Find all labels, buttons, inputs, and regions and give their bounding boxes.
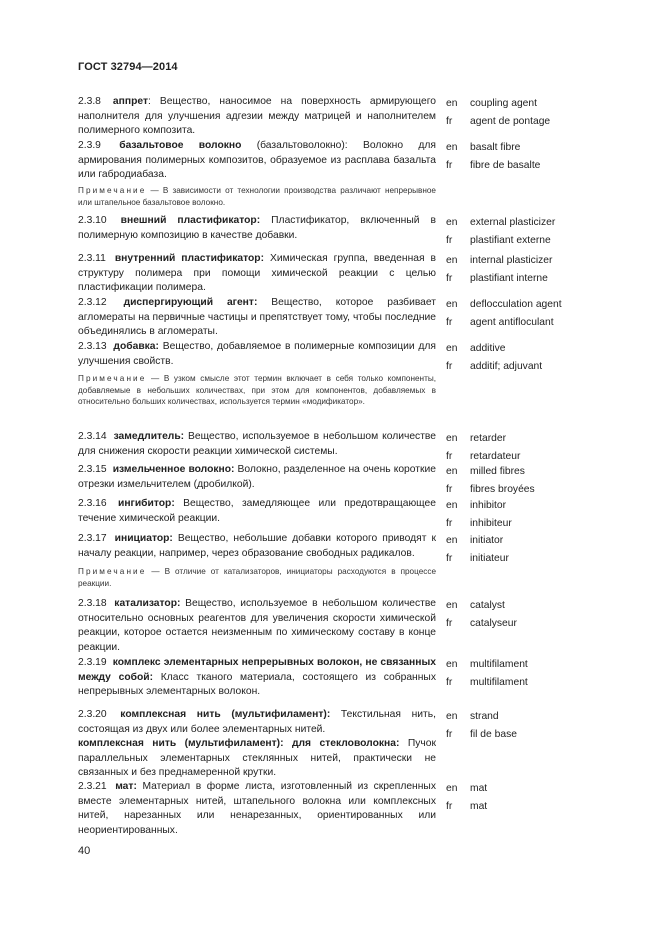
- french-equivalent: inhibiteur: [470, 518, 512, 529]
- english-equivalent: additive: [470, 343, 506, 354]
- note-text: — В узком смысле этот термин включает в себя только компоненты, добавляемые в небольших количествах, при этом для компонентов, добавляемых в относительно больших количествах, используется термин «модификатор».: [78, 374, 436, 407]
- term-equivalents: en multifilament fr multifilament: [446, 659, 528, 688]
- term-definition: [78, 708, 436, 781]
- term-number: 2.3.10: [78, 215, 107, 226]
- english-equivalent: initiator: [470, 535, 504, 546]
- term-equivalents: en initiator fr initiateur: [446, 535, 509, 564]
- definition-text: Вещество, используемое в небольшом количестве для снижения скорости реакции химической системы.: [78, 431, 436, 457]
- term-name: базальтовое волокно: [119, 140, 242, 151]
- term-equivalents: en catalyst fr catalyseur: [446, 600, 517, 629]
- french-equivalent: mat: [470, 801, 488, 812]
- term-equivalents: en internal plasticizer fr plastifiant interne: [446, 255, 553, 284]
- term-equivalents: en coupling agent fr agent de pontage: [446, 98, 551, 127]
- term-equivalents: en milled fibres fr fibres broyées: [446, 466, 535, 495]
- term-name: ингибитор:: [118, 498, 175, 509]
- term-definition: [78, 532, 436, 561]
- term-number: 2.3.8: [78, 96, 101, 107]
- term-definition: [78, 497, 436, 526]
- term-name-alt: комплексная нить (мультифиламент): для стекловолокна:: [78, 738, 400, 750]
- definition-text: Химическая группа, введенная в структуру полимера при помощи химической реакции с целью пластификации полимера.: [78, 253, 436, 294]
- note-label: Примечание: [78, 374, 147, 383]
- term-name: добавка:: [113, 341, 159, 352]
- page-number: 40: [78, 845, 91, 857]
- term-equivalents: en mat fr mat: [446, 783, 488, 812]
- english-equivalent: retarder: [470, 433, 507, 444]
- term-name: замедлитель:: [113, 431, 185, 442]
- term-name: мат:: [115, 781, 137, 792]
- term-name: измельченное волокно:: [112, 464, 235, 475]
- english-equivalent: mat: [470, 783, 488, 794]
- english-equivalent: inhibitor: [470, 500, 507, 511]
- term-number: 2.3.14: [78, 431, 107, 442]
- note-label: Примечание: [78, 186, 147, 195]
- definition-text: Вещество, небольшие добавки которого приводят к началу реакции, например, через образование свободных радикалов.: [78, 533, 436, 559]
- term-number: 2.3.13: [78, 341, 107, 352]
- term-definition: [78, 340, 436, 369]
- english-equivalent: internal plasticizer: [470, 255, 553, 266]
- term-number: 2.3.19: [78, 657, 107, 668]
- term-name: инициатор:: [114, 533, 173, 544]
- english-equivalent: external plasticizer: [470, 217, 556, 228]
- term-definition: [78, 139, 436, 183]
- term-note: [78, 373, 436, 408]
- term-definition: [78, 252, 436, 296]
- term-equivalents: en strand fr fil de base: [446, 711, 517, 740]
- definition-text: Пластификатор, включенный в полимерную композицию в качестве добавки.: [78, 215, 436, 241]
- definition-text: (базальтоволокно): Волокно для армирования полимерных композитов, образуемое из расплава базальта или габродиабаза.: [78, 140, 436, 181]
- term-definition: [78, 430, 436, 459]
- definition-text: Волокно, разделенное на очень короткие отрезки измельчителем (дробилкой).: [78, 464, 436, 490]
- term-number: 2.3.18: [78, 598, 107, 609]
- term-number: 2.3.20: [78, 709, 107, 720]
- english-equivalent: milled fibres: [470, 466, 525, 477]
- term-equivalents: en deflocculation agent fr agent antifloculant: [446, 299, 562, 328]
- definition-text: Вещество, используемое в небольшом количестве относительно основных реагентов для увеличения скорости химической реакции, которое остается неизменным по химическому составу в конце реакции.: [78, 598, 436, 653]
- term-number: 2.3.12: [78, 297, 107, 308]
- french-equivalent: fibre de basalte: [470, 160, 541, 171]
- term-equivalents: en inhibitor fr inhibiteur: [446, 500, 512, 529]
- definition-text: Класс тканого материала, состоящего из собранных непрерывных элементарных волокон.: [78, 671, 436, 698]
- french-equivalent: additif; adjuvant: [470, 361, 543, 372]
- english-equivalent: multifilament: [470, 659, 528, 670]
- term-name: комплекс элементарных непрерывных волокон, не связанных между собой:: [78, 657, 436, 683]
- french-equivalent: agent antifloculant: [470, 317, 554, 328]
- english-equivalent: deflocculation agent: [470, 299, 562, 310]
- definition-text: Вещество, добавляемое в полимерные композиции для улучшения свойств.: [78, 341, 436, 367]
- english-equivalent: strand: [470, 711, 499, 722]
- term-definition: [78, 597, 436, 655]
- french-equivalent: fil de base: [470, 729, 517, 740]
- term-number: 2.3.15: [78, 464, 107, 475]
- french-equivalent: plastifiant externe: [470, 235, 551, 246]
- term-name: аппрет: [112, 96, 149, 107]
- term-number: 2.3.21: [78, 781, 107, 792]
- definition-text: Вещество, которое разбивает агломераты на первичные частицы и препятствует тому, чтобы последние объединялись в агломераты.: [78, 297, 437, 338]
- term-number: 2.3.17: [78, 533, 107, 544]
- term-definition: [78, 780, 436, 838]
- definition-text: Вещество, замедляющее или предотвращающее течение химической реакции.: [78, 498, 436, 524]
- note-text: — В отличие от катализаторов, инициаторы расходуются в процессе реакции.: [78, 567, 436, 588]
- term-note: [78, 566, 436, 589]
- french-equivalent: multifilament: [470, 677, 528, 688]
- term-name: комплексная нить (мультифиламент):: [120, 709, 331, 720]
- term-name: катализатор:: [114, 598, 181, 609]
- term-number: 2.3.16: [78, 498, 107, 509]
- term-definition: [78, 656, 436, 700]
- term-equivalents: en external plasticizer fr plastifiant externe: [446, 217, 556, 246]
- definition-text: Материал в форме листа, изготовленный из скрепленных вместе элементарных нитей, штапельного волокна или комплексных нитей, нарезанных или ненарезанных, ориентированных или неориентированных.: [78, 781, 436, 836]
- french-equivalent: initiateur: [470, 553, 509, 564]
- note-text: — В зависимости от технологии производства различают непрерывное или штапельное базальтовое волокно.: [78, 186, 436, 207]
- note-label: Примечание: [78, 567, 147, 576]
- term-definition: [78, 214, 436, 243]
- term-name: внутренний пластификатор:: [114, 253, 265, 264]
- definition-text-alt: Пучок параллельных элементарных стеклянных нитей, практически не связанных и без преднамеренной крутки.: [78, 738, 437, 779]
- french-equivalent: catalyseur: [470, 618, 517, 629]
- document-header: ГОСТ 32794—2014: [78, 61, 178, 73]
- term-definition: [78, 95, 436, 139]
- french-equivalent: fibres broyées: [470, 484, 535, 495]
- definition-text: : Вещество, наносимое на поверхность армирующего наполнителя для улучшения адгезии между матрицей и наполнителем полимерного композита.: [78, 96, 436, 137]
- term-definition: [78, 463, 436, 492]
- french-equivalent: retardateur: [470, 451, 521, 462]
- term-number: 2.3.9: [78, 140, 101, 151]
- term-note: [78, 185, 436, 208]
- term-equivalents: en basalt fibre fr fibre de basalte: [446, 142, 541, 171]
- french-equivalent: plastifiant interne: [470, 273, 548, 284]
- english-equivalent: basalt fibre: [470, 142, 521, 153]
- term-equivalents: en retarder fr retardateur: [446, 433, 521, 462]
- english-equivalent: catalyst: [470, 600, 505, 611]
- term-number: 2.3.11: [78, 253, 106, 264]
- english-equivalent: coupling agent: [470, 98, 537, 109]
- term-name: диспергирующий агент:: [123, 297, 258, 308]
- definition-text: Текстильная нить, состоящая из двух или более элементарных нитей.: [78, 709, 436, 735]
- french-equivalent: agent de pontage: [470, 116, 551, 127]
- term-definition: [78, 296, 436, 340]
- term-name: внешний пластификатор:: [120, 215, 261, 226]
- term-equivalents: en additive fr additif; adjuvant: [446, 343, 543, 372]
